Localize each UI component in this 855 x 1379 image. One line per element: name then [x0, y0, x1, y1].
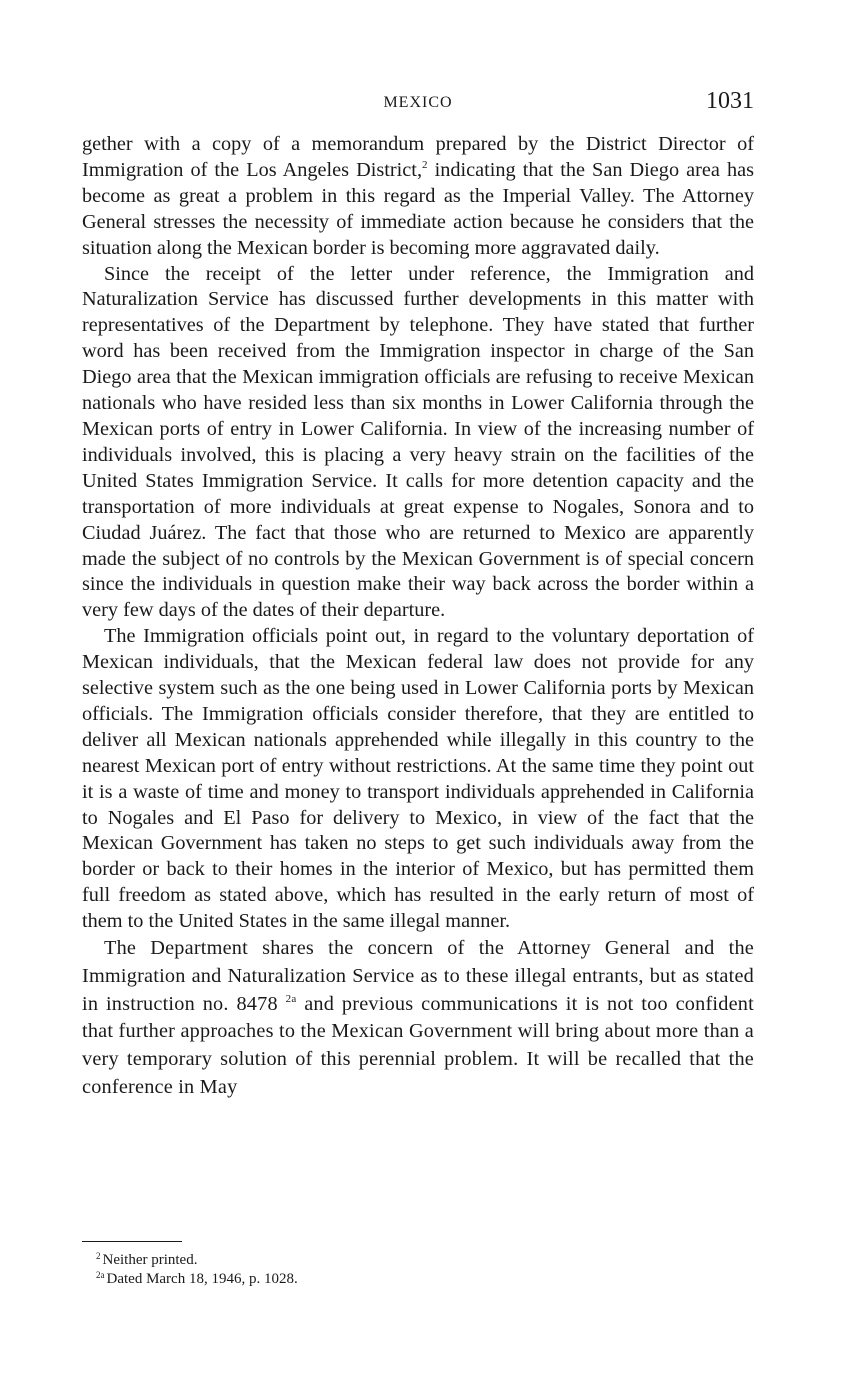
footnote-mark: 2: [96, 1251, 101, 1261]
footnote-ref-2a: 2a: [285, 992, 297, 1005]
paragraph-4: [82, 935, 754, 1101]
paragraph-1-text-start: gether with a copy of a memorandum prepared by the District Director of Immigration of the Los Angeles District,: [82, 133, 754, 181]
footnote-divider: [82, 1241, 182, 1242]
footnote-2a: [96, 1270, 696, 1289]
footnote-2: [96, 1251, 696, 1270]
paragraph-2: Since the receipt of the letter under reference, the Immigration and Naturalization Service has discussed further developments in this matter with representatives of the Department by telephone. They have stated that further word has been received from the Immigration inspector in charge of the San Diego area that the Mexican immigration officials are refusing to receive Mexican nationals who have resided less than six months in Lower California through the Mexican ports of entry in Lower California. In view of the increasing number of individuals involved, this is placing a very heavy strain on the facilities of the United States Immigration Service. It calls for more detention capacity and the transportation of more individuals at great expense to Nogales, Sonora and to Ciudad Juárez. The fact that those who are returned to Mexico are apparently made the subject of no controls by the Mexican Government is of special concern since the individuals in question make their way back across the border within a very few days of the dates of their departure.: [82, 262, 754, 622]
running-title: MEXICO: [383, 94, 453, 111]
page-number: 1031: [706, 88, 754, 114]
footnotes: [96, 1251, 696, 1289]
footnote-text: Dated March 18, 1946, p. 1028.: [106, 1271, 298, 1287]
paragraph-4-text-end: and previous communications it is not too confident that further approaches to the Mexican Government will bring about more than a very temporary solution of this perennial problem. It will be recalled that the conference in May: [82, 992, 754, 1098]
paragraph-3: The Immigration officials point out, in regard to the voluntary deportation of Mexican individuals, that the Mexican federal law does not provide for any selective system such as the one being used in Lower California ports by Mexican officials. The Immigration officials consider therefore, that they are entitled to deliver all Mexican nationals apprehended while illegally in this country to the nearest Mexican port of entry without restrictions. At the same time they point out it is a waste of time and money to transport individuals apprehended in California to Nogales and El Paso for delivery to Mexico, in view of the fact that the Mexican Government has taken no steps to get such individuals away from the border or back to their homes in the interior of Mexico, but has permitted them full freedom as stated above, which has resulted in the early return of most of them to the United States in the same illegal manner.: [82, 625, 754, 933]
footnote-text: Neither printed.: [102, 1252, 198, 1268]
body-text: [82, 132, 754, 1101]
paragraph-1-text-end: indicating that the San Diego area has become as great a problem in this regard as the Imperial Valley. The Attorney General stresses the necessity of immediate action because he considers that the situation along the Mexican border is becoming more aggravated daily.: [82, 158, 754, 259]
running-head: [82, 88, 754, 118]
footnote-ref-2: 2: [422, 158, 428, 171]
paragraph-4-text-start: The Department shares the concern of the Attorney General and the Immigration and Naturalization Service as to these illegal entrants, but as stated in instruction no. 8478: [82, 937, 754, 1015]
paragraph-1: [82, 132, 754, 262]
footnote-mark: 2a: [96, 1270, 105, 1280]
